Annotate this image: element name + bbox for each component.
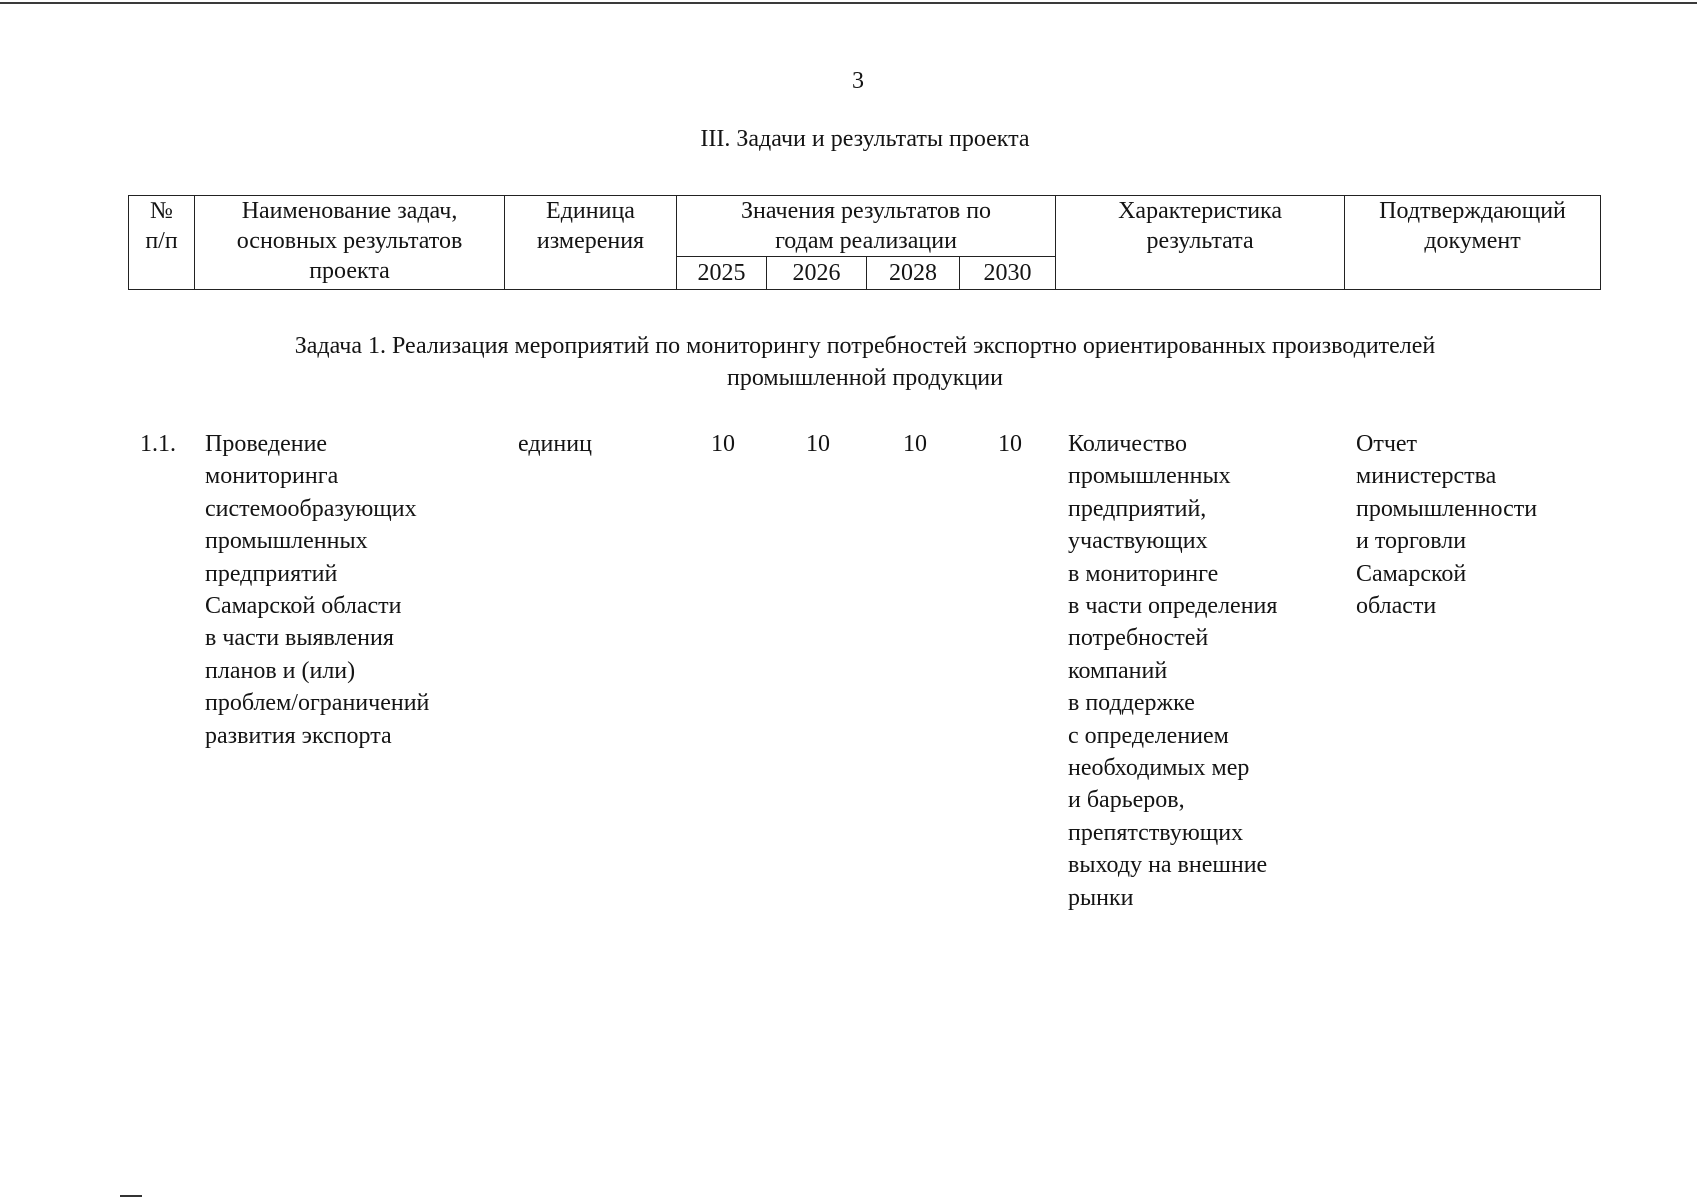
row-unit: единиц <box>518 431 592 457</box>
header-year-2025: 2025 <box>677 257 767 290</box>
row-value-2030: 10 <box>998 431 1022 457</box>
row-document: Отчет министерства промышленности и торговли Самарской области <box>1356 431 1538 620</box>
row-task-name: Проведение мониторинга системообразующих промышленных предприятий Самарской области в части выявления планов и (или) проблем/ограничений развития экспорта <box>205 431 430 749</box>
header-year-2030: 2030 <box>960 257 1056 290</box>
row-value-2028: 10 <box>903 431 927 457</box>
footer-mark <box>120 1195 142 1197</box>
row-value-2026: 10 <box>806 431 830 457</box>
results-table-header <box>128 195 1601 290</box>
row-number: 1.1. <box>140 431 176 457</box>
header-values: Значения результатов по годам реализации <box>677 196 1056 257</box>
task-heading: Задача 1. Реализация мероприятий по мониторингу потребностей экспортно ориентированных производителей промышленной продукции <box>294 333 1436 391</box>
top-rule <box>0 2 1697 4</box>
header-unit: Единица измерения <box>505 196 677 290</box>
row-characteristic: Количество промышленных предприятий, участвующих в мониторинге в части определения потребностей компаний в поддержке с определением необходимых мер и барьеров, препятствующих выходу на внешние рынки <box>1068 431 1278 911</box>
header-characteristic: Характеристика результата <box>1056 196 1345 290</box>
header-year-2028: 2028 <box>867 257 960 290</box>
page-number: 3 <box>852 68 864 94</box>
header-year-2026: 2026 <box>767 257 867 290</box>
header-document: Подтверждающий документ <box>1345 196 1601 290</box>
header-name: Наименование задач, основных результатов проекта <box>195 196 505 290</box>
section-title: III. Задачи и результаты проекта <box>700 126 1030 152</box>
row-value-2025: 10 <box>711 431 735 457</box>
header-num: № п/п <box>129 196 195 290</box>
